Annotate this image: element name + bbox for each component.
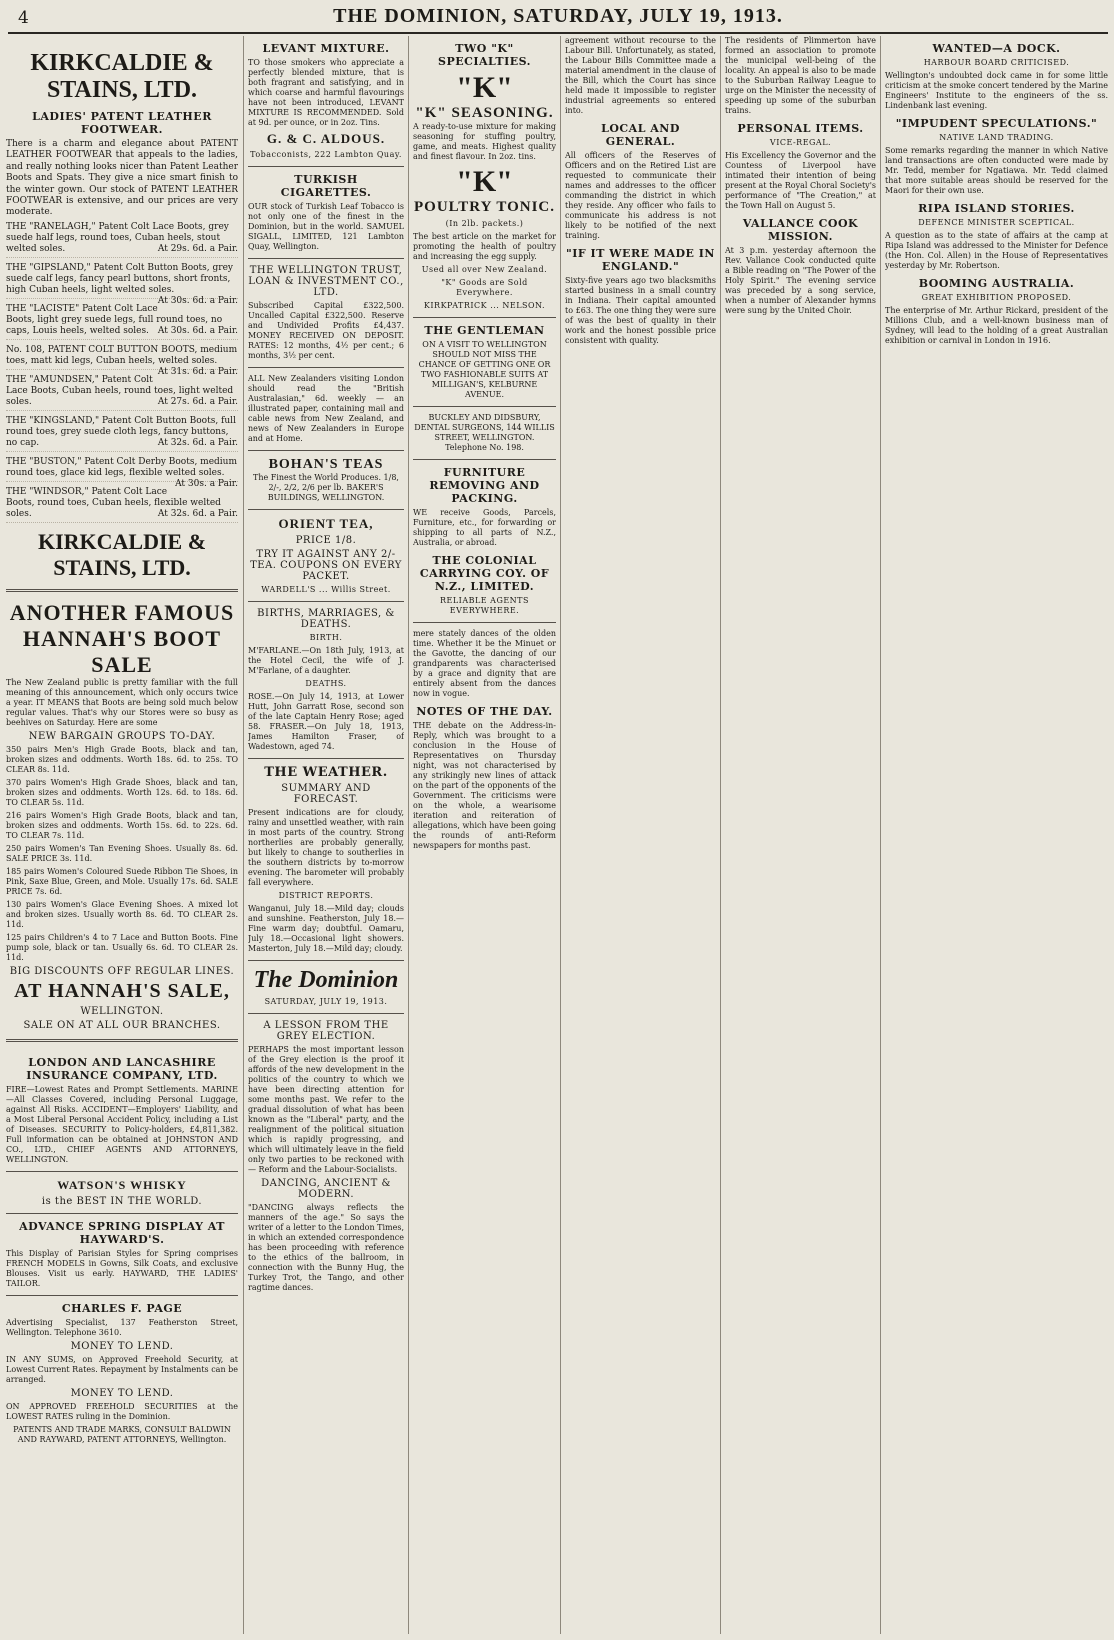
bargain-heading: NEW BARGAIN GROUPS TO-DAY. (28, 730, 216, 742)
deaths-text: ROSE.—On July 14, 1913, at Lower Hutt, John Garratt Rose, second son of the late Captain Henry Rose; aged 58. FRASER.—On July 18, 1913, James Hamilton Fraser, of Wadestown, aged 74. (248, 692, 404, 751)
divider (248, 758, 404, 759)
footwear-item: No. 108, PATENT COLT BUTTON BOOTS, medium toes, matt kid legs, Cuban heels, welted soles. At 31s. 6d. a Pair. (6, 344, 238, 377)
section-heading: LADIES' PATENT LEATHER FOOTWEAR. (32, 110, 212, 136)
whisky-title: WATSON'S WHISKY (57, 1177, 187, 1192)
column-4 (565, 36, 716, 1636)
hannah-headline-2: HANNAH'S BOOT SALE (22, 625, 222, 677)
divider (413, 406, 556, 407)
district-text: Wanganui, July 18.—Mild day; clouds and sunshine. Featherston, July 18.—Fine warm day; doubtful. Oamaru, July 18.—Occasional light showers. Masterton, July 18.—Mild day; cloudy. (248, 904, 404, 953)
column-rule (408, 36, 409, 1634)
new-zealanders-text: ALL New Zealanders visiting London should read the "British Australasian," 6d. weekly — an illustrated paper, containing mail and cable news from New Zealand, and news of New Zealanders in Europe and at Home. (248, 374, 404, 443)
footwear-item: THE "GIPSLAND," Patent Colt Button Boots, grey suede calf legs, fancy pearl buttons, short fronts, high Cuban heels, light welted soles. At 30s. 6d. a Pair. (6, 262, 238, 306)
footwear-list (6, 222, 238, 523)
gentleman-text: ON A VISIT TO WELLINGTON SHOULD NOT MISS THE CHANCE OF GETTING ONE OR TWO FASHIONABLE SUITS AT MILLIGAN'S, KELBURNE AVENUE. (418, 340, 551, 399)
column-3-text: mere stately dances of the olden time. Whether it be the Minuet or the Gavotte, the dancing of our grandparents was characterised by a grace and dignity that are entirely absent from the dances now in vogue. (413, 629, 556, 698)
column-5 (725, 36, 876, 1636)
divider (248, 1013, 404, 1014)
column-6 (885, 36, 1108, 1636)
page-number: 4 (18, 8, 29, 28)
local-text: All officers of the Reserves of Officers and on the Retired List are requested to communicate their names and addresses to the officer commanding the district in which they reside. Any officer who fails to communicate his address is not likely to be notified of the next training. (565, 151, 716, 240)
ripa-sub: DEFENCE MINISTER SCEPTICAL. (918, 218, 1075, 227)
divider (248, 450, 404, 451)
masthead (8, 4, 1108, 34)
orient-sub: WARDELL'S ... Willis Street. (261, 585, 391, 594)
colonial-sub: RELIABLE AGENTS EVERYWHERE. (439, 596, 529, 615)
vallance-heading: VALLANCE COOK MISSION. (742, 217, 859, 243)
patents-text: PATENTS AND TRADE MARKS, CONSULT BALDWIN AND RAYWARD, PATENT ATTORNEYS, Wellington. (13, 1424, 231, 1444)
levant-text: TO those smokers who appreciate a perfectly blended mixture, that is both fragrant and satisfying, and in which coarse and harmful flavourings have not been introduced, LEVANT MIXTURE IS RECOMMENDED. Sold at 9d. per ounce, or in 2oz. Tins. (248, 58, 404, 127)
whisky-sub: is the BEST IN THE WORLD. (41, 1195, 203, 1207)
money-text-2: ON APPROVED FREEHOLD SECURITIES at the LOWEST RATES ruling in the Dominion. (6, 1401, 238, 1421)
insurance-title: LONDON AND LANCASHIRE INSURANCE COMPANY, LTD. (26, 1055, 218, 1082)
divider (6, 1171, 238, 1172)
booming-sub: GREAT EXHIBITION PROPOSED. (921, 293, 1072, 302)
divider (248, 166, 404, 167)
spring-title: ADVANCE SPRING DISPLAY AT HAYWARD'S. (19, 1219, 225, 1246)
dock-text: Wellington's undoubted dock came in for some little criticism at the smoke concert tendered by the Marine Engineers' Institute to the engineers of the ss. Lindenbank last evening. (885, 71, 1108, 110)
footwear-item: THE "LACISTE" Patent Colt Lace Boots, light grey suede legs, full round toes, no caps, Louis heels, welted soles. At 30s. 6d. a Pair. (6, 304, 238, 340)
orient-price: PRICE 1/8. (295, 535, 357, 546)
speculations-sub: NATIVE LAND TRADING. (939, 133, 1054, 142)
advert-name: CHARLES F. PAGE (61, 1301, 183, 1315)
trust-heading: THE WELLINGTON TRUST, LOAN & INVESTMENT CO., LTD. (248, 265, 404, 298)
bohan-text: The Finest the World Produces. 1/8, 2/-, 2/2, 2/6 per lb. BAKER'S BUILDINGS, WELLINGTON. (253, 473, 399, 502)
column-5-text: The residents of Plimmerton have formed an association to promote the municipal well-being of the locality. An appeal is also to be made to the Suburban Railway League to urge on the Minister the necessity of speeding up some of the suburban trains. (725, 36, 876, 115)
bargain-item: 185 pairs Women's Coloured Suede Ribbon Tie Shoes, in Pink, Saxe Blue, Green, and Mole. Usually 17s. 6d. SALE PRICE 7s. 6d. (6, 866, 238, 896)
ripa-text: A question as to the state of affairs at the camp at Ripa Island was addressed to the Minister for Defence (the Hon. Col. Allen) in the House of Representatives yesterday by Mr. Robertson. (885, 231, 1108, 270)
personal-text: His Excellency the Governor and the Countess of Liverpool have intimated their intention of being present at the Royal Choral Society's performance of "The Creation," at the Town Hall on August 5. (725, 151, 876, 210)
divider (6, 589, 238, 592)
furniture-text: WE receive Goods, Parcels, Furniture, etc., for forwarding or shipping to all parts of N.Z., Australia, or abroad. (413, 508, 556, 547)
weather-text: Present indications are for cloudy, rainy and unsettled weather, with rain in most parts of the country. Strong northerlies are probably generally, but likely to change to southerlies in the southern districts by to-morrow evening. The barometer will probably fall everywhere. (248, 808, 404, 887)
district-heading: DISTRICT REPORTS. (278, 891, 374, 900)
column-4-text: agreement without recourse to the Labour Bill. Unfortunately, as stated, the Labour Bills Committee made a material amendment in the clause of the Bill, which the Court has since held made it impossible to register industrial agreements so entered into. (565, 36, 716, 115)
k-letter: "K" (456, 71, 513, 104)
deaths-label: DEATHS. (305, 679, 347, 688)
divider (248, 258, 404, 259)
divider (248, 960, 404, 961)
personal-sub: VICE-REGAL. (769, 138, 832, 147)
turkish-heading: TURKISH CIGARETTES. (280, 173, 372, 199)
divider (413, 459, 556, 460)
england-text: Sixty-five years ago two blacksmiths started business in a small country in Indiana. Their capital amounted to £63. The one thing they were sure of was the best of quality in their work and the honest possible price consistent with quality. (565, 276, 716, 345)
ripa-heading: RIPA ISLAND STORIES. (918, 202, 1075, 215)
ad-intro: There is a charm and elegance about PATENT LEATHER FOOTWEAR that appeals to the ladies, and really nothing looks nicer than Patent Leather Boots and Spats. They give a nice smart finish to the winter gown. Our stock of PATENT LEATHER FOOTWEAR is extensive, and our prices are very moderate. (6, 139, 238, 218)
spring-text: This Display of Parisian Styles for Spring comprises FRENCH MODELS in Gowns, Silk Coats, and exclusive Blouses. Visit us early. HAYWARD, THE LADIES' TAILOR. (6, 1248, 238, 1288)
divider (6, 1213, 238, 1214)
bohan-heading: BOHAN'S TEAS (268, 457, 384, 472)
speculations-heading: "IMPUDENT SPECULATIONS." (895, 117, 1098, 130)
bargain-item: 216 pairs Women's High Grade Boots, black and tan, broken sizes and oddments. Worth 15s. 6d. to 22s. 6d. TO CLEAR 7s. 11d. (6, 810, 238, 840)
personal-heading: PERSONAL ITEMS. (737, 122, 864, 135)
furniture-heading: FURNITURE REMOVING AND PACKING. (429, 466, 540, 505)
notes-heading: NOTES OF THE DAY. (416, 705, 553, 718)
trust-text: Subscribed Capital £322,500. Uncalled Capital £322,500. Reserve and Undivided Profits £4,437. MONEY RECEIVED ON DEPOSIT. RATES: 12 months, 4½ per cent.; 6 months, 3½ per cent. (248, 301, 404, 360)
divider (6, 1295, 238, 1296)
money-heading-2: MONEY TO LEND. (70, 1387, 174, 1399)
bargain-item: 350 pairs Men's High Grade Boots, black and tan, broken sizes and oddments. Worth 18s. 6d. to 25s. TO CLEAR 8s. 11d. (6, 744, 238, 774)
aldous-name: G. & C. ALDOUS. (266, 131, 386, 146)
column-1 (6, 36, 238, 1636)
dancing-heading: DANCING, ANCIENT & MODERN. (261, 1178, 391, 1200)
bargain-item: 370 pairs Women's High Grade Shoes, black and tan, broken sizes and oddments. Worth 12s. 6d. to 18s. 6d. TO CLEAR 5s. 11d. (6, 777, 238, 807)
k-tonic-title: POULTRY TONIC. (413, 199, 555, 215)
brand-heading-top: KIRKCALDIE & STAINS, LTD. (30, 50, 214, 103)
gentleman-heading: THE GENTLEMAN (424, 324, 545, 337)
advert-text: Advertising Specialist, 137 Featherston Street, Wellington. Telephone 3610. (6, 1317, 238, 1337)
dock-sub: HARBOUR BOARD CRITICISED. (923, 58, 1070, 67)
booming-text: The enterprise of Mr. Arthur Rickard, president of the Millions Club, and a well-known business man of Sydney, will lead to the holding of a great Australian exhibition or carnival in London in 1916. (885, 306, 1108, 345)
insurance-text: FIRE—Lowest Rates and Prompt Settlements. MARINE—All Classes Covered, including Personal Luggage, against All Risks. ACCIDENT—Employers' Liability, and a Most Liberal Personal Accident Policy, including a List of Diseases. SECURITY to Policy-holders, £4,811,382. Full information can be obtained at JOHNSTON AND CO., LTD., CHIEF AGENTS AND ATTORNEYS, WELLINGTON. (6, 1084, 238, 1164)
hannah-intro: The New Zealand public is pretty familiar with the full meaning of this announcement, which only occurs twice a year. IT MEANS that Boots are being sold much below regular values. That's why our Stores were so busy as beehives on Saturday. Here are some (6, 677, 238, 727)
editorial-text: PERHAPS the most important lesson of the Grey election is the proof it affords of the new development in the politics of the country to which we have been directing attention for some months past. We refer to the gradual dissolution of what has been known as the "Liberal" party, and the realignment of the political situation which is rapidly progressing, and which will ultimately leave in the field only two parties to be reckoned with — Reform and the Labour-Socialists. (248, 1045, 404, 1174)
notes-text: THE debate on the Address-in-Reply, which was brought to a conclusion in the House of Representatives on Thursday night, was not characterised by any strikingly new lines of attack on the part of the opponents of the Government. The criticisms were on the whole, a wearisome iteration and reiteration of allegations, which have been going the rounds of anti-Reform newspapers for months past. (413, 721, 556, 850)
column-2 (248, 36, 404, 1636)
local-heading: LOCAL AND GENERAL. (601, 122, 680, 148)
sale-title: AT HANNAH'S SALE, (14, 979, 230, 1002)
brand-heading-bottom: KIRKCALDIE & STAINS, LTD. (37, 528, 207, 580)
editorial-heading: A LESSON FROM THE GREY ELECTION. (263, 1020, 389, 1042)
hannah-headline: ANOTHER FAMOUS (9, 599, 235, 625)
column-rule (880, 36, 881, 1634)
sale-city: WELLINGTON. (80, 1005, 164, 1017)
k-used: Used all over New Zealand. (421, 265, 548, 274)
bargain-item: 125 pairs Children's 4 to 7 Lace and Button Boots. Fine pump sole, black or tan. Usually 6s. 6d. TO CLEAR 2s. 11d. (6, 932, 238, 962)
divider (6, 1039, 238, 1042)
weather-sub: SUMMARY AND FORECAST. (281, 783, 371, 805)
footwear-item: THE "RANELAGH," Patent Colt Lace Boots, grey suede half legs, round toes, Cuban heels, stout welted soles. At 29s. 6d. a Pair. (6, 222, 238, 258)
k-goods: "K" Goods are Sold Everywhere. (441, 278, 528, 297)
column-rule (243, 36, 244, 1634)
money-text: IN ANY SUMS, on Approved Freehold Security, at Lowest Current Rates. Repayment by Instalments can be arranged. (6, 1354, 238, 1384)
orient-heading: ORIENT TEA, (278, 516, 374, 531)
aldous-sub: Tobacconists, 222 Lambton Quay. (250, 150, 402, 159)
k-seasoning-text: A ready-to-use mixture for making seasoning for stuffing poultry, game, and meats. Highest quality and finest flavour. In 2oz. tins. (413, 122, 556, 161)
birth-label: BIRTH. (309, 633, 343, 642)
k-letter-2: "K" (456, 165, 513, 198)
booming-heading: BOOMING AUSTRALIA. (918, 277, 1075, 290)
birth-text: M'FARLANE.—On 18th July, 1913, at the Hotel Cecil, the wife of J. M'Farlane, of a daughter. (248, 646, 404, 675)
dental-text: BUCKLEY AND DIDSBURY, DENTAL SURGEONS, 144 WILLIS STREET, WELLINGTON. Telephone No. 198. (414, 413, 555, 452)
k-seasoning-title: "K" SEASONING. (415, 105, 554, 121)
divider (413, 622, 556, 623)
colonial-heading: THE COLONIAL CARRYING COY. OF N.Z., LIMITED. (419, 554, 550, 593)
column-rule (720, 36, 721, 1634)
births-heading: BIRTHS, MARRIAGES, & DEATHS. (257, 608, 395, 630)
orient-text: TRY IT AGAINST ANY 2/- TEA. COUPONS ON EVERY PACKET. (250, 549, 402, 582)
dancing-text: "DANCING always reflects the manners of the age." So says the writer of a letter to the London Times, in which an extended correspondence has been proceeding with reference to the ethics of the ballroom, in connection with the Bunny Hug, the Turkey Trot, the Tango, and other ragtime dances. (248, 1203, 404, 1292)
footwear-item: THE "BUSTON," Patent Colt Derby Boots, medium round toes, glace kid legs, flexible welted soles. At 30s. a Pair. (6, 456, 238, 489)
footwear-item: THE "AMUNDSEN," Patent Colt Lace Boots, Cuban heels, round toes, light welted soles. At 27s. 6d. a Pair. (6, 375, 238, 411)
weather-heading: THE WEATHER. (264, 765, 388, 780)
k-maker: KIRKPATRICK ... NELSON. (423, 301, 546, 310)
k-tonic-text: The best article on the market for promoting the health of poultry and increasing the egg supply. (413, 232, 556, 261)
bargain-item: 130 pairs Women's Glace Evening Shoes. A mixed lot and broken sizes. Usually worth 8s. 6d. TO CLEAR 2s. 11d. (6, 899, 238, 929)
footwear-item: THE "WINDSOR," Patent Colt Lace Boots, round toes, Cuban heels, flexible welted soles. At 32s. 6d. a Pair. (6, 487, 238, 523)
paper-title: THE DOMINION, SATURDAY, JULY 19, 1913. (333, 5, 783, 27)
divider (413, 317, 556, 318)
k-specialties-heading: TWO "K" SPECIALTIES. (438, 42, 531, 68)
divider (248, 367, 404, 368)
column-3 (413, 36, 556, 1636)
money-heading: MONEY TO LEND. (70, 1340, 174, 1352)
england-heading: "IF IT WERE MADE IN ENGLAND." (566, 247, 715, 273)
sale-branches: SALE ON AT ALL OUR BRANCHES. (23, 1019, 221, 1031)
turkish-text: OUR stock of Turkish Leaf Tobacco is not only one of the finest in the Dominion, but in the world. SAMUEL SIGALL, LIMITED, 121 Lambton Quay, Wellington. (248, 202, 404, 251)
reductions-line: BIG DISCOUNTS OFF REGULAR LINES. (9, 965, 235, 977)
speculations-text: Some remarks regarding the manner in which Native land transactions are often conducted were made by Mr. Tedd, member for Ngatiawa. Mr. Tedd claimed that more suitable areas should be reserved for the Maori for their own use. (885, 146, 1108, 195)
dominion-logo: The Dominion (253, 967, 399, 993)
footwear-item: THE "KINGSLAND," Patent Colt Button Boots, full round toes, grey suede cloth legs, fancy buttons, no cap. At 32s. 6d. a Pair. (6, 416, 238, 452)
divider (248, 601, 404, 602)
k-tonic-sub: (In 2lb. packets.) (445, 219, 524, 228)
levant-heading: LEVANT MIXTURE. (262, 42, 390, 55)
vallance-text: At 3 p.m. yesterday afternoon the Rev. Vallance Cook conducted quite a Bible reading on "The Power of the Holy Spirit." The evening service was preceded by a song service, when a number of Alexander hymns were sung by the United Choir. (725, 246, 876, 315)
date-line: SATURDAY, JULY 19, 1913. (264, 997, 388, 1006)
divider (248, 509, 404, 510)
column-rule (560, 36, 561, 1634)
bargain-item: 250 pairs Women's Tan Evening Shoes. Usually 8s. 6d. SALE PRICE 3s. 11d. (6, 843, 238, 863)
dock-heading: WANTED—A DOCK. (932, 42, 1061, 55)
